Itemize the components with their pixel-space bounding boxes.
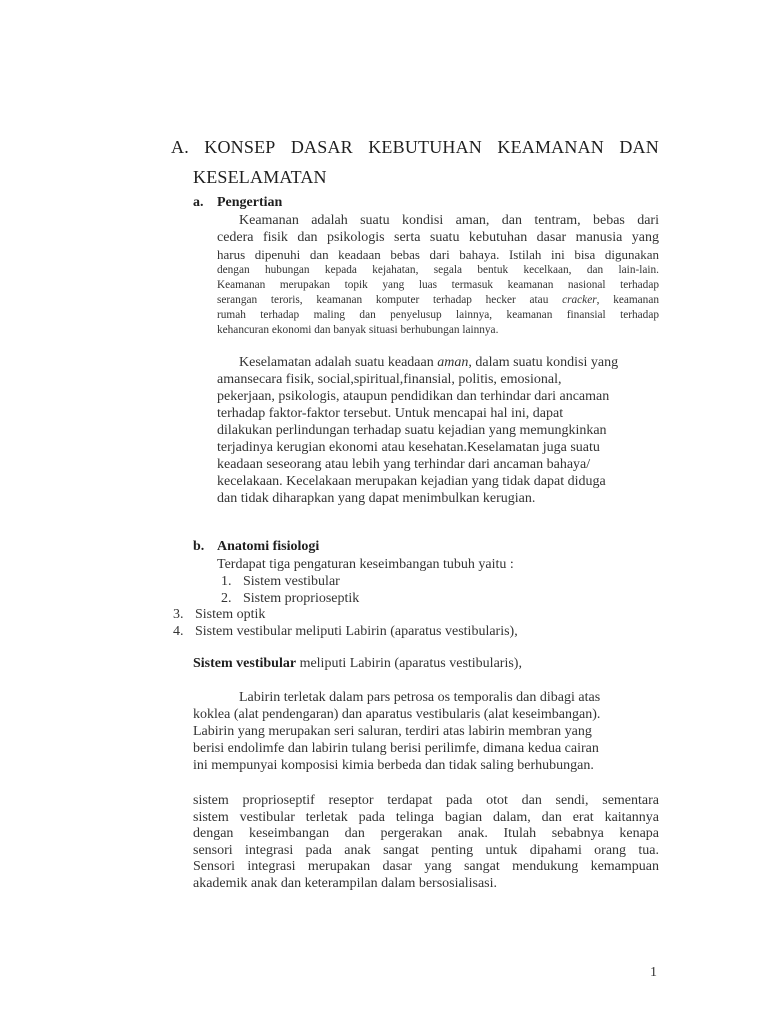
paragraph-line: Keamanan adalah suatu kondisi aman, dan tentram, bebas dari [239,213,659,228]
paragraph-line: kehancuran ekonomi dan banyak situasi berhubungan lainnya. [217,324,499,336]
list-text: Sistem vestibular meliputi Labirin (aparatus vestibularis), [195,624,518,639]
paragraph-line: amansecara fisik, social,spiritual,finansial, politis, emosional, [217,372,562,387]
paragraph-line: Sensori integrasi merupakan dasar yang sangat mendukung kemampuan [193,859,659,874]
list-number: 4. [173,624,184,639]
proprioseptif-paragraph [193,792,659,891]
paragraph-line: terhadap faktor-faktor tersebut. Untuk mencapai hal ini, dapat [217,406,564,421]
heading-word: KEBUTUHAN [368,137,483,157]
section-heading [171,137,659,158]
list-item [173,623,518,640]
paragraph-line: pekerjaan, psikologis, ataupun pendidikan dan terhindar dari ancaman [217,389,610,404]
paragraph-line: keadaan seseorang atau lebih yang terhindar dari ancaman bahaya/ [217,457,591,472]
paragraph-line: sistem proprioseptif reseptor terdapat pada otot dan sendi, sementara [193,793,659,808]
pengertian-paragraph-2 [217,354,659,507]
heading-word: KEAMANAN [497,137,604,157]
paragraph-line: dengan keseimbangan dan pergerakan anak. Itulah sebabnya kenapa [193,826,659,841]
heading-word: DAN [619,137,659,157]
paragraph-line: rumah terhadap maling dan penyelusup lainnya, keamanan finansial terhadap [217,309,659,321]
labirin-paragraph [193,689,643,774]
paragraph-line: Keamanan merupakan topik yang luas termasuk keamanan nasional terhadap [217,279,659,291]
paragraph-line: koklea (alat pendengaran) dan aparatus vestibularis (alat keseimbangan). [193,707,601,722]
section-letter: A. [171,137,189,157]
subsection-letter: a. [193,195,204,210]
italic-word: aman [437,355,469,370]
page-number: 1 [650,965,657,980]
paragraph-line: harus dipenuhi dan keadaan bebas dari bahaya. Istilah ini bisa digunakan [217,247,659,262]
paragraph-line: ini mempunyai komposisi kimia berbeda dan tidak saling berhubungan. [193,758,594,773]
anatomi-intro: Terdapat tiga pengaturan keseimbangan tubuh yaitu : [217,557,514,572]
list-item [221,573,340,590]
paragraph-line: akademik anak dan keterampilan dalam bersosialisasi. [193,875,498,891]
paragraph-line: Labirin terletak dalam pars petrosa os temporalis dan dibagi atas [239,690,601,705]
paragraph-line: berisi endolimfe dan labirin tulang berisi perilimfe, dimana kedua cairan [193,741,599,756]
vestibular-heading-rest: meliputi Labirin (aparatus vestibularis), [296,656,522,671]
list-number: 1. [221,574,232,589]
paragraph-line: dengan hubungan kepada kejahatan, segala bentuk kecelkaan, dan lain-lain. [217,264,659,276]
subsection-letter: b. [193,539,205,554]
paragraph-line: sensori integrasi pada anak sangat penting untuk dipahami orang tua. [193,842,659,858]
paragraph-line: sistem vestibular terletak pada telinga bagian dalam, dan erat kaitannya [193,809,659,825]
subsection-title: Anatomi fisiologi [217,539,320,554]
paragraph-line: cedera fisik dan psikologis serta suatu kebutuhan dasar manusia yang [217,230,659,245]
list-text: Sistem proprioseptik [243,591,360,606]
list-item [221,590,359,607]
paragraph-line: dilakukan perlindungan terhadap suatu kejadian yang memungkinkan [217,423,607,438]
heading-word: DASAR [290,137,353,157]
list-text: Sistem vestibular [243,574,340,589]
list-number: 3. [173,607,184,622]
heading-word: KONSEP [204,137,276,157]
list-item [173,606,265,623]
paragraph-line: kecelakaan. Kecelakaan merupakan kejadian yang tidak dapat diduga [217,474,606,489]
subsection-title: Pengertian [217,195,283,210]
list-number: 2. [221,591,232,606]
paragraph-line: Labirin yang merupakan seri saluran, terdiri atas labirin membran yang [193,724,592,739]
paragraph-line: serangan teroris, keamanan komputer terhadap hecker atau cracker, keamanan [217,294,659,306]
paragraph-line: dan tidak diharapkan yang dapat menimbulkan kerugian. [217,491,536,506]
list-text: Sistem optik [195,607,266,622]
vestibular-heading [193,656,522,672]
section-heading-line2: KESELAMATAN [193,167,327,187]
paragraph-line: terjadinya kerugian ekonomi atau kesehatan.Keselamatan juga suatu [217,440,600,455]
paragraph-line: Keselamatan adalah suatu keadaan aman, dalam suatu kondisi yang [239,355,619,370]
italic-word: cracker [562,294,597,306]
pengertian-paragraph-1 [217,212,659,338]
vestibular-heading-bold: Sistem vestibular [193,656,297,671]
